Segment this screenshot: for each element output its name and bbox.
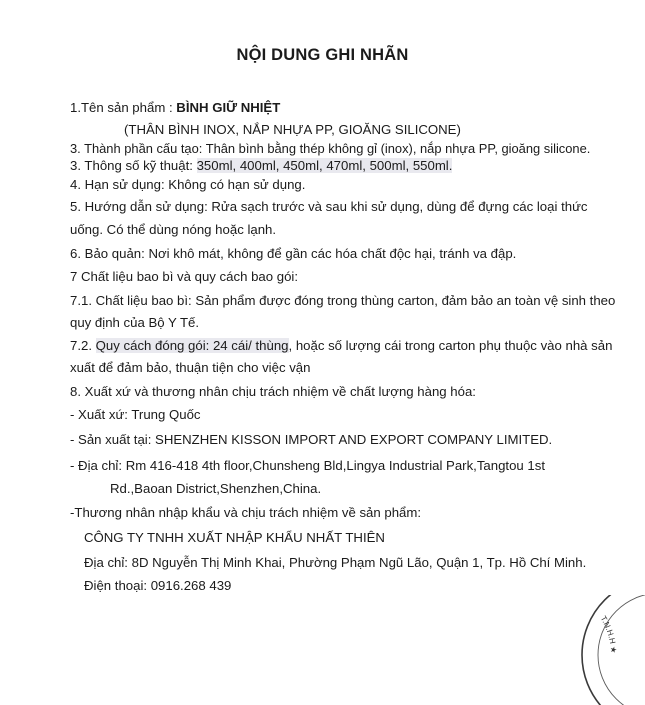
page-title: NỘI DUNG GHI NHÃN xyxy=(236,46,409,64)
seal-text: T.N.H.H ★ xyxy=(598,614,619,654)
specs-value: 350ml, 400ml, 450ml, 470ml, 500ml, 550ml. xyxy=(196,158,453,173)
product-name-line xyxy=(70,100,280,116)
packaging-material-line-2: quy định của Bộ Y Tế. xyxy=(70,315,200,330)
expiry: 4. Hạn sử dụng: Không có hạn sử dụng. xyxy=(70,177,306,192)
specs-label: 3. Thông số kỹ thuật: xyxy=(70,158,197,173)
importer-phone: Điện thoại: 0916.268 439 xyxy=(84,578,232,593)
importer-company: CÔNG TY TNHH XUẤT NHẬP KHẨU NHẤT THIÊN xyxy=(84,530,385,545)
manufacturer-address-line-2: Rd.,Baoan District,Shenzhen,China. xyxy=(110,481,322,496)
origin-country: - Xuất xứ: Trung Quốc xyxy=(70,407,201,422)
manufacturer: - Sản xuất tại: SHENZHEN KISSON IMPORT AND EXPORT COMPANY LIMITED. xyxy=(70,432,553,447)
specs-line xyxy=(70,158,452,174)
importer-heading: -Thương nhân nhập khẩu và chịu trách nhiệm về sản phẩm: xyxy=(70,505,422,520)
importer-address: Địa chỉ: 8D Nguyễn Thị Minh Khai, Phường Phạm Ngũ Lão, Quận 1, Tp. Hồ Chí Minh. xyxy=(84,555,587,570)
product-subtitle: (THÂN BÌNH INOX, NẮP NHỰA PP, GIOĂNG SILICONE) xyxy=(124,122,461,137)
manufacturer-address-line-1: - Địa chỉ: Rm 416-418 4th floor,Chunsheng Bld,Lingya Industrial Park,Tangtou 1st xyxy=(70,458,546,473)
product-name: BÌNH GIỮ NHIỆT xyxy=(176,100,281,115)
product-name-label: 1.Tên sản phẩm : xyxy=(70,100,177,115)
packaging-heading: 7 Chất liệu bao bì và quy cách bao gói: xyxy=(70,269,299,284)
packaging-spec-line-2: xuất để đảm bảo, thuận tiện cho việc vận xyxy=(70,360,311,375)
packaging-spec-prefix: 7.2. xyxy=(70,338,96,353)
packaging-spec-highlight: Quy cách đóng gói: 24 cái/ thùng xyxy=(95,338,289,353)
packaging-spec-line xyxy=(70,338,612,354)
usage-line-2: uống. Có thể dùng nóng hoặc lạnh. xyxy=(70,222,277,237)
origin-heading: 8. Xuất xứ và thương nhân chịu trách nhiệm về chất lượng hàng hóa: xyxy=(70,384,476,399)
packaging-material-line-1: 7.1. Chất liệu bao bì: Sản phẩm được đóng trong thùng carton, đảm bảo an toàn vệ sinh theo xyxy=(70,293,616,308)
company-seal xyxy=(560,595,645,705)
packaging-spec-rest: , hoặc số lượng cái trong carton phụ thuộc vào nhà sản xyxy=(288,338,613,353)
composition: 3. Thành phần cấu tạo: Thân bình bằng thép không gỉ (inox), nắp nhựa PP, gioăng silicone. xyxy=(70,141,591,156)
storage: 6. Bảo quản: Nơi khô mát, không để gần các hóa chất độc hại, tránh va đập. xyxy=(70,246,517,261)
usage-line-1: 5. Hướng dẫn sử dụng: Rửa sạch trước và sau khi sử dụng, dùng để đựng các loại thức xyxy=(70,199,588,214)
